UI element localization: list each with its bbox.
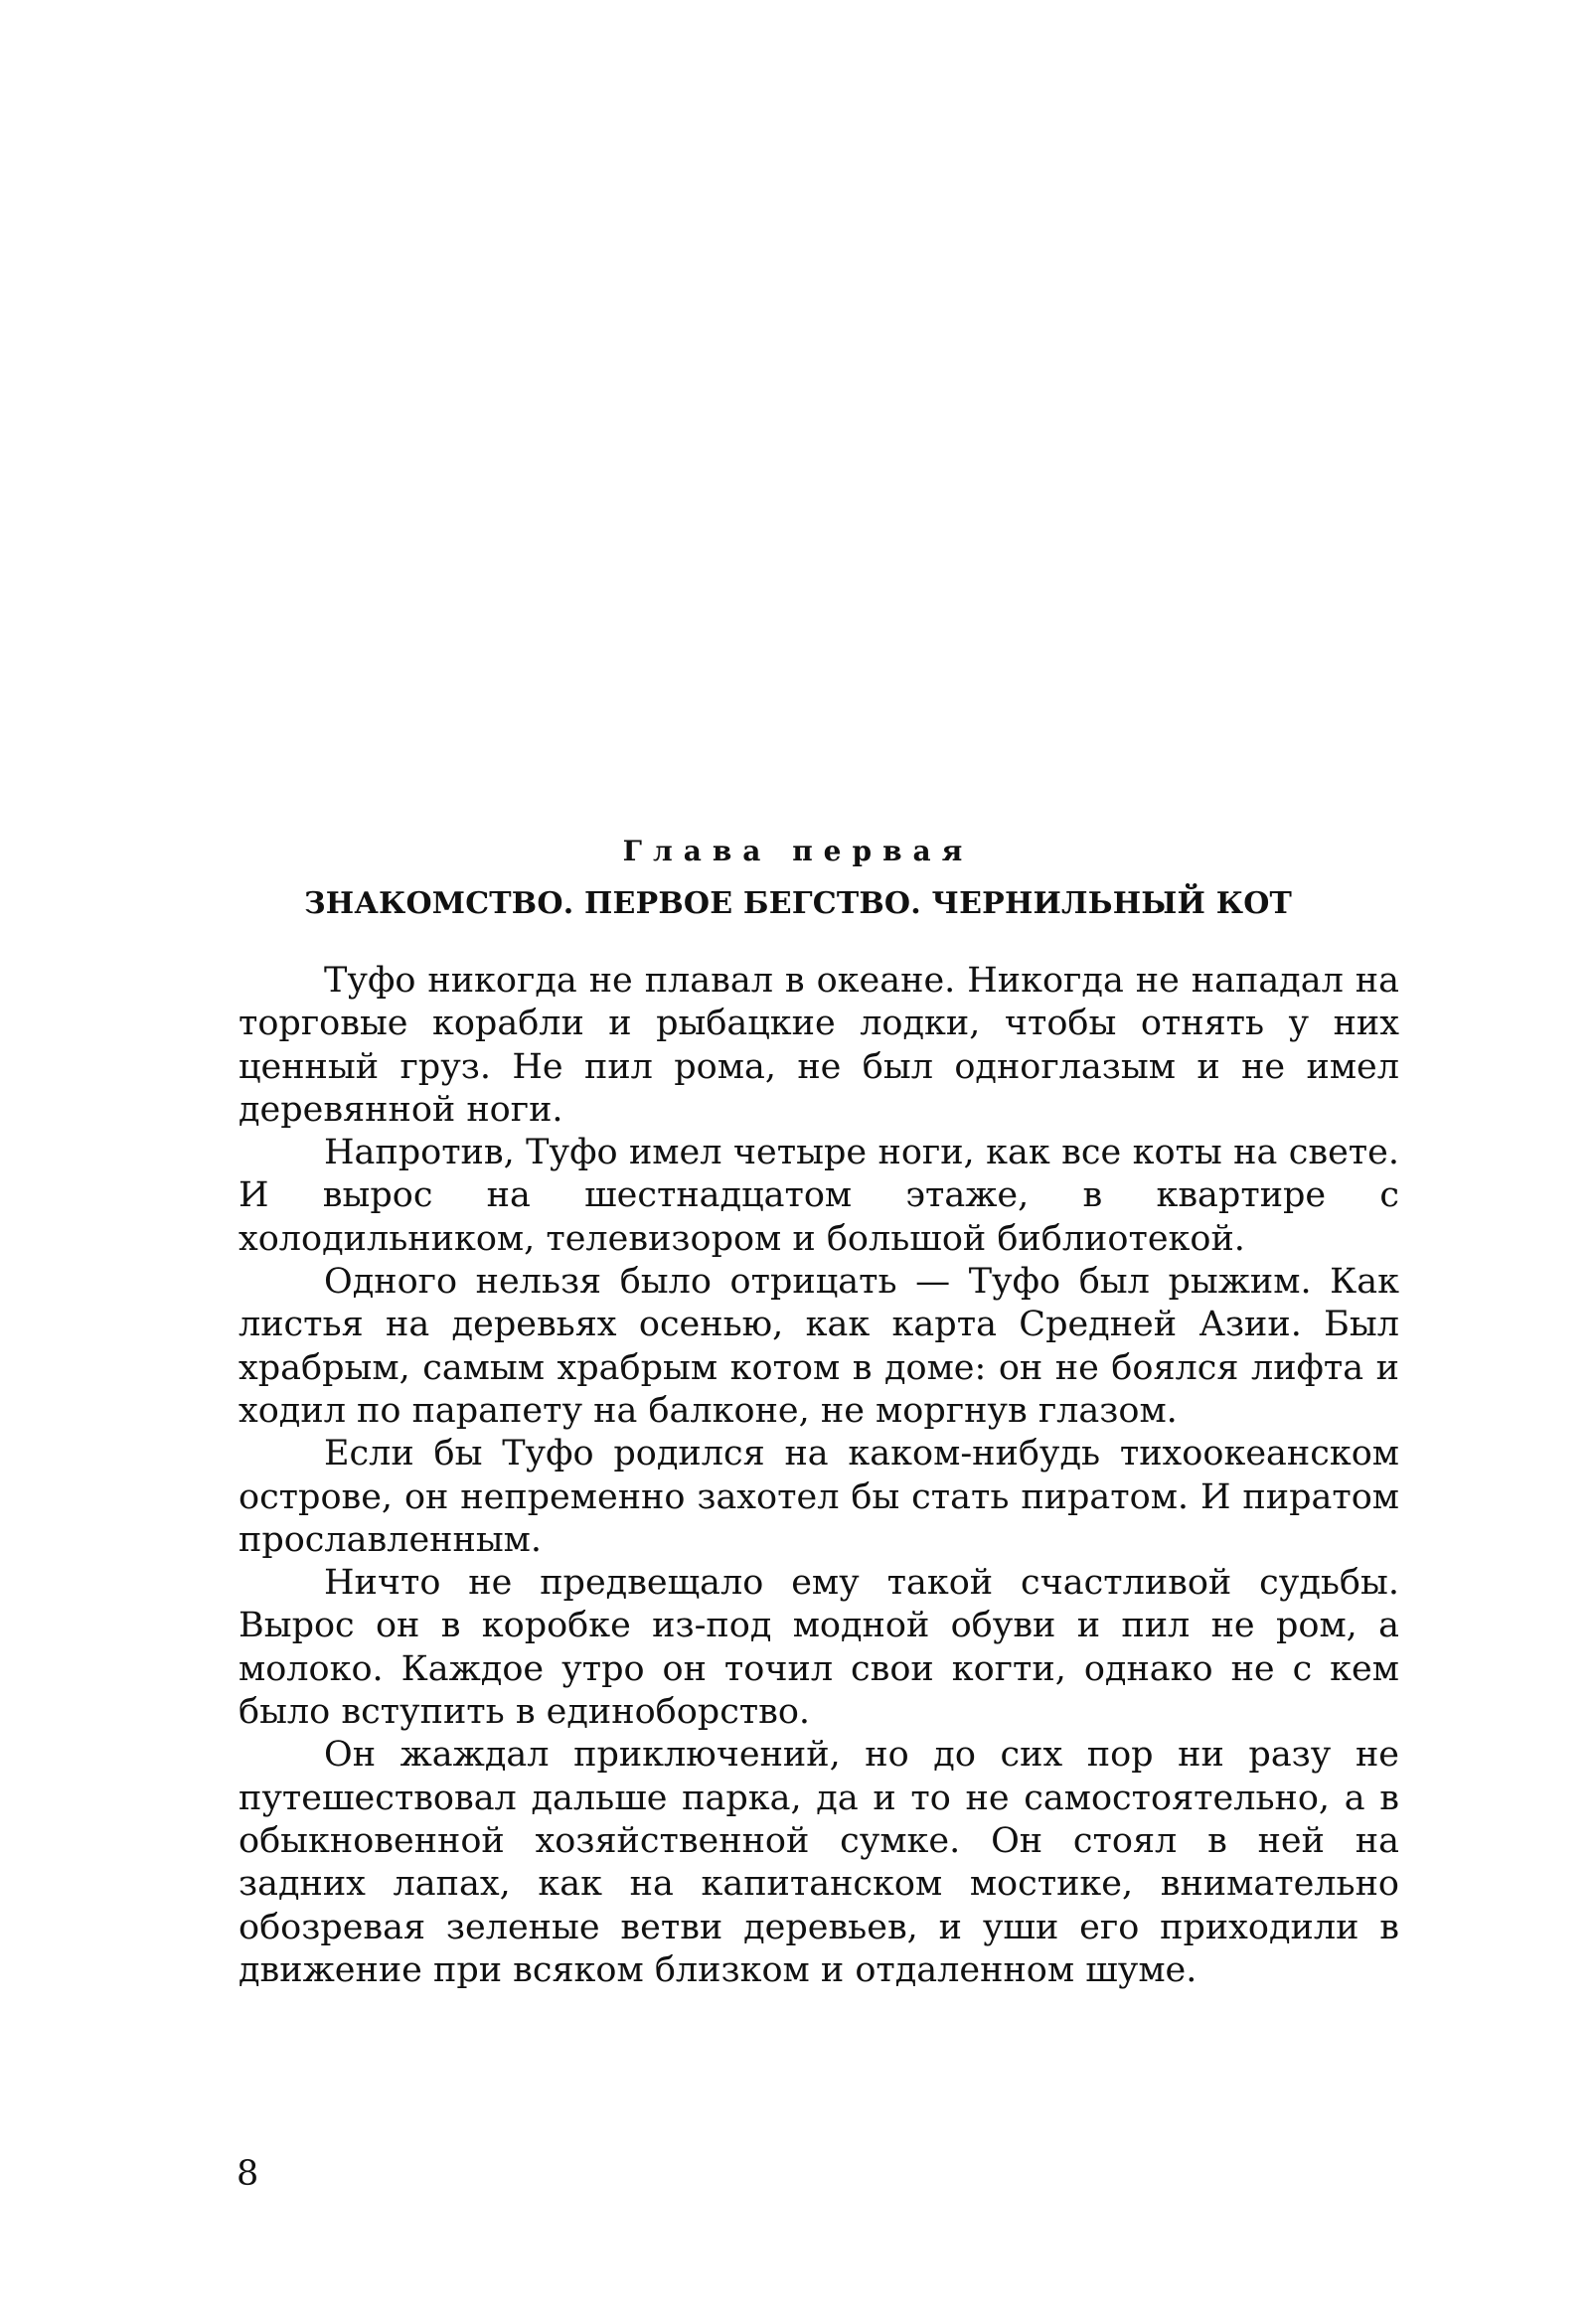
paragraph-1: Туфо никогда не плавал в океане. Никогда не нападал на торговые корабли и рыбацкие лодки, чтобы отнять у них ценный груз. Не пил рома, не был одноглазым и не имел деревянной ноги. <box>239 961 1399 1130</box>
paragraph-5: Ничто не предвещало ему такой счастливой судьбы. Вырос он в коробке из-под модной обуви и пил не ром, а молоко. Каждое утро он точил свои когти, однако не с кем было вступить в единоборство. <box>239 1563 1399 1733</box>
page-number: 8 <box>237 2154 259 2194</box>
chapter-label: Глава первая <box>622 835 974 867</box>
paragraph-6: Он жаждал приключений, но до сих пор ни разу не путешествовал дальше парка, да и то не самостоятельно, а в обыкновенной хозяйственной сумке. Он стоял в ней на задних лапах, как на капитанском мостике, внимательно обозревая зеленые ветви деревьев, и уши его приходили в движение при всяком близком и отдаленном шуме. <box>239 1735 1399 1990</box>
paragraph-4: Если бы Туфо родился на каком-нибудь тихоокеанском острове, он непременно захотел бы стать пиратом. И пиратом прославленным. <box>239 1434 1399 1560</box>
chapter-title: ЗНАКОМСТВО. ПЕРВОЕ БЕГСТВО. ЧЕРНИЛЬНЫЙ КОТ <box>303 886 1293 921</box>
paragraph-2: Напротив, Туфо имел четыре ноги, как все коты на свете. И вырос на шестнадцатом этаже, в квартире с холодильником, телевизором и большой библиотекой. <box>239 1133 1399 1259</box>
paragraph-3: Одного нельзя было отрицать — Туфо был рыжим. Как листья на деревьях осенью, как карта Средней Азии. Был храбрым, самым храбрым котом в доме: он не боялся лифта и ходил по парапету на балконе, не моргнув глазом. <box>239 1262 1399 1431</box>
body-text <box>239 960 1399 1992</box>
